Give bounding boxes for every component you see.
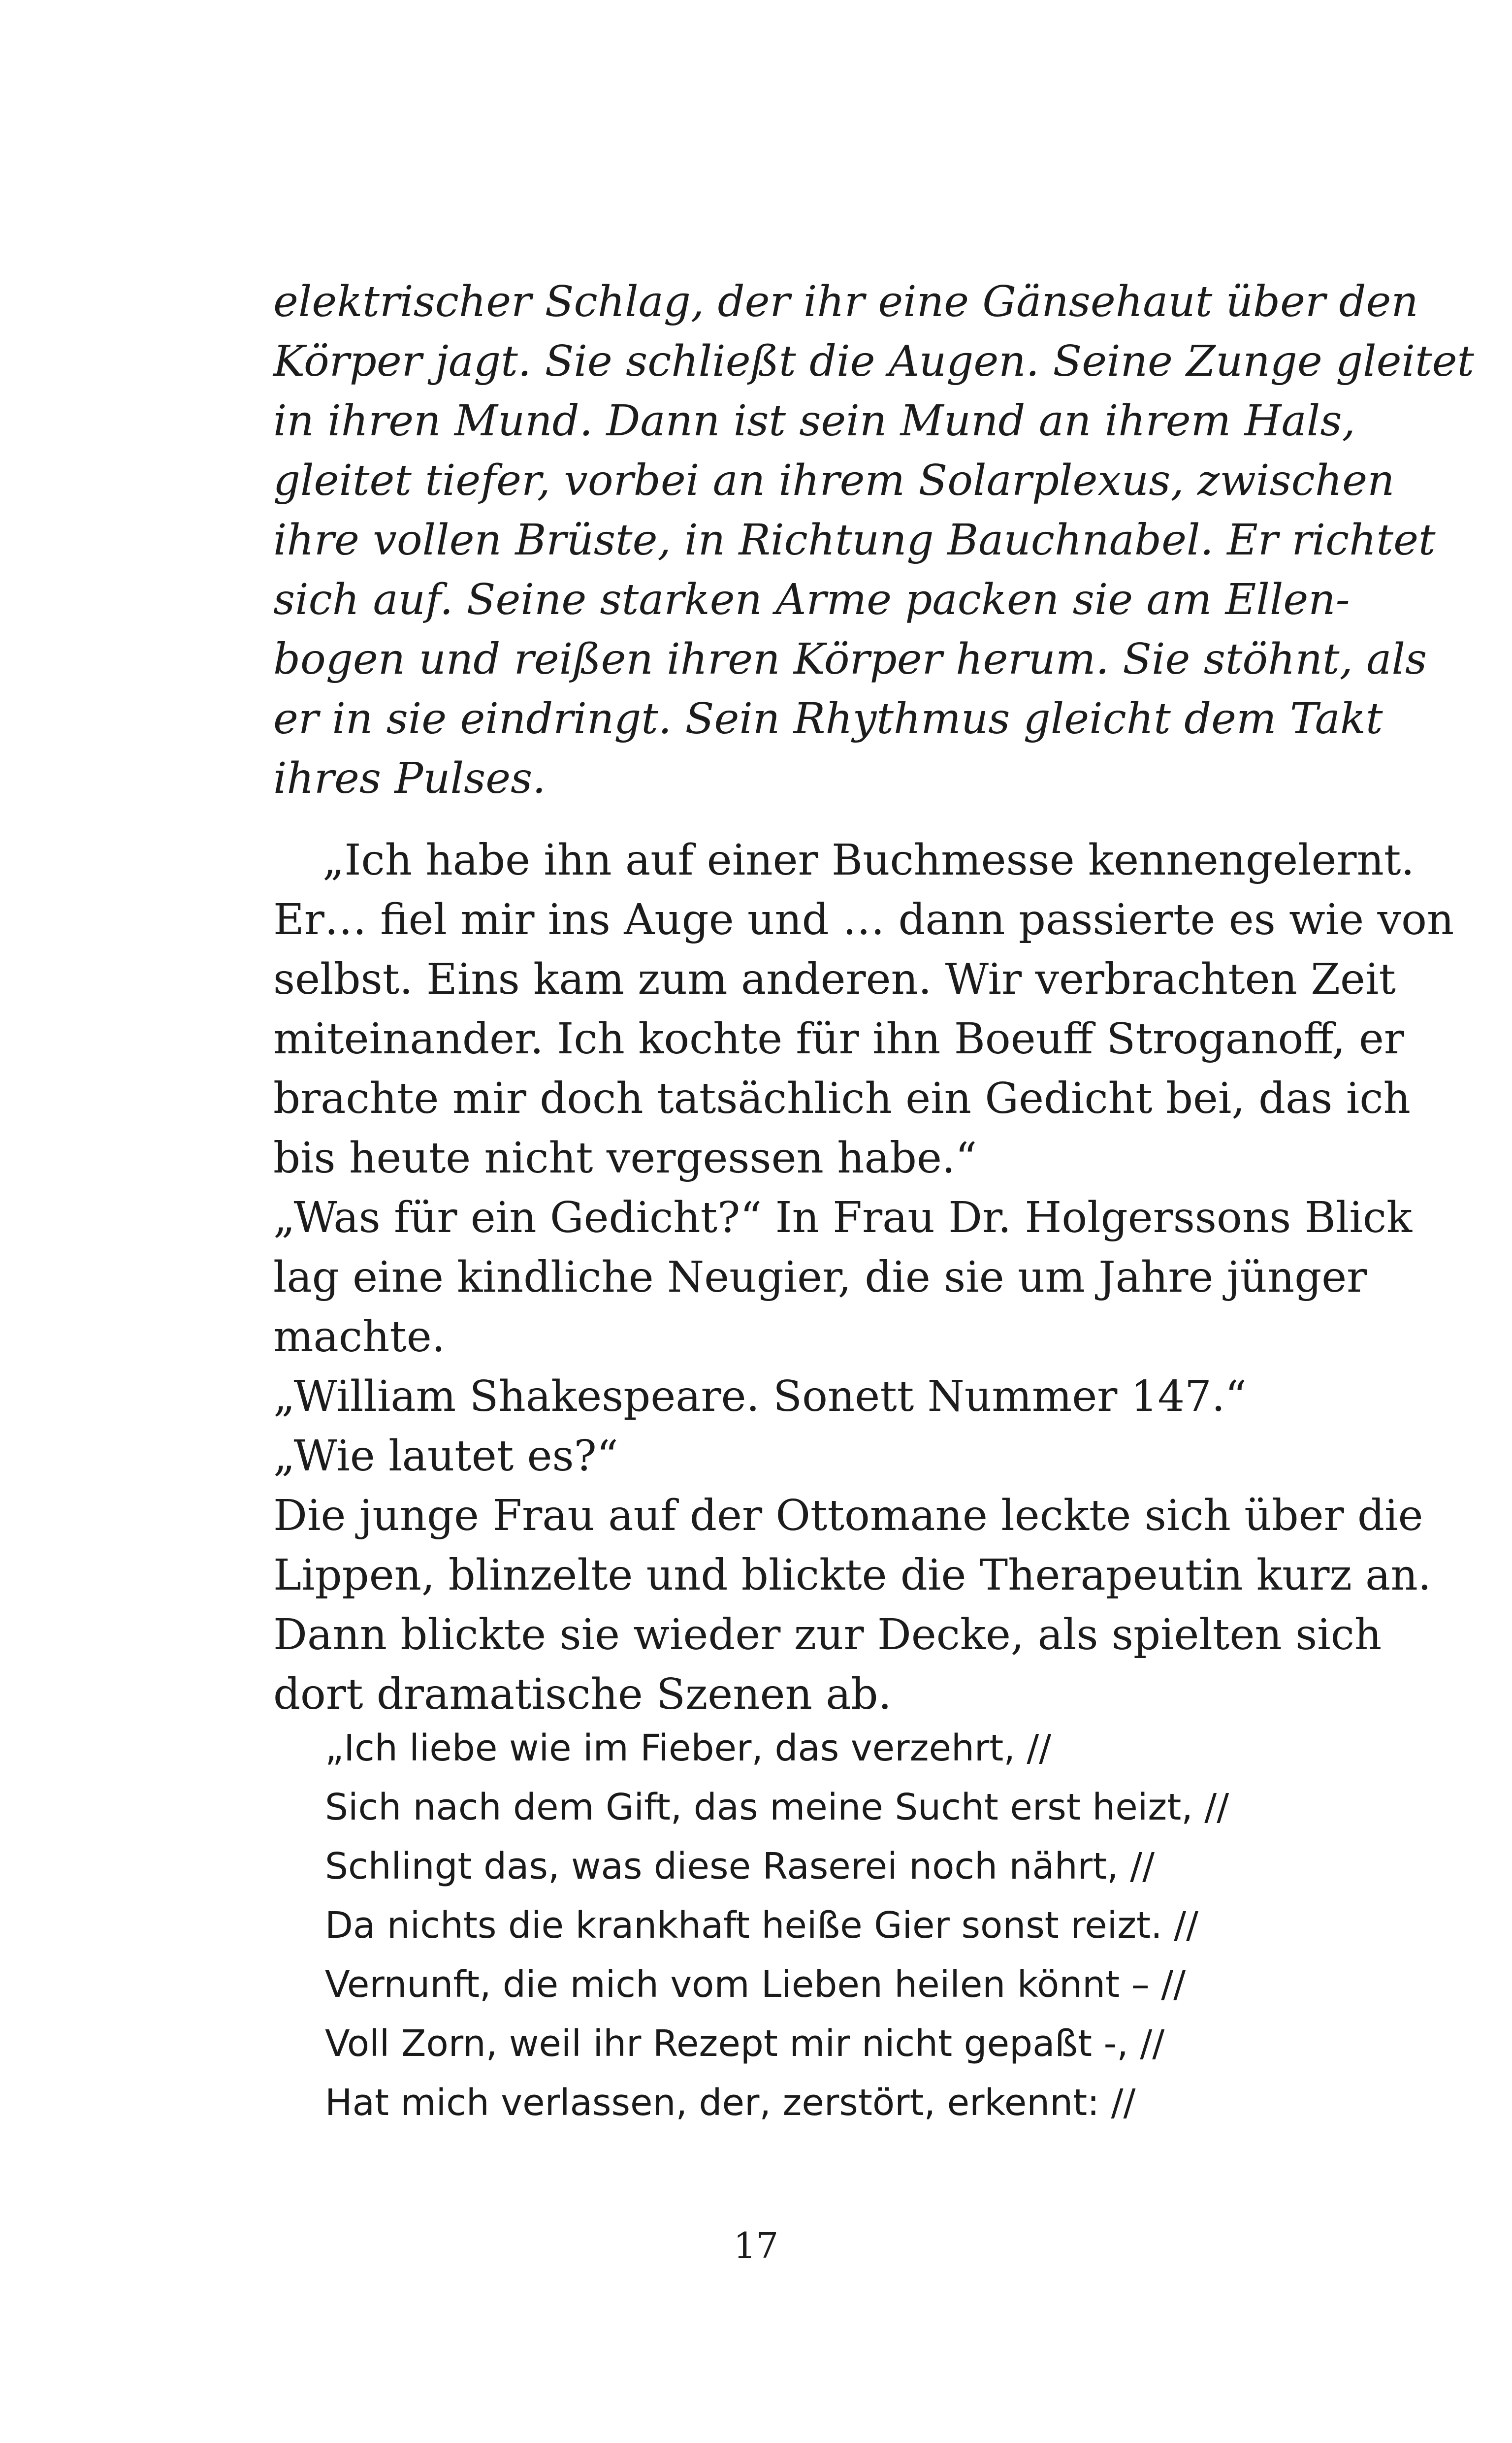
text-line: Die junge Frau auf der Ottomane leckte sich über die xyxy=(273,1491,1423,1540)
text-line: lag eine kindliche Neugier, die sie um Jahre jünger xyxy=(273,1253,1367,1302)
text-line: ihre vollen Brüste, in Richtung Bauchnabel. Er richtet xyxy=(273,516,1436,565)
poem-line: Da nichts die krankhaft heiße Gier sonst reizt. // xyxy=(325,1904,1198,1947)
poem-line: Voll Zorn, weil ihr Rezept mir nicht gepaßt -, // xyxy=(325,2022,1165,2065)
text-line: Körper jagt. Sie schließt die Augen. Seine Zunge gleitet xyxy=(273,337,1475,386)
text-line: selbst. Eins kam zum anderen. Wir verbrachten Zeit xyxy=(273,955,1396,1004)
text-line: „Wie lautet es?“ xyxy=(273,1432,618,1481)
sonnet-quote xyxy=(325,1719,1229,2132)
poem-line: Schlingt das, was diese Raserei noch nährt, // xyxy=(325,1845,1155,1888)
text-line: dort dramatische Szenen ab. xyxy=(273,1670,892,1719)
poem-line: Sich nach dem Gift, das meine Sucht erst heizt, // xyxy=(325,1786,1229,1828)
poem-line: Vernunft, die mich vom Lieben heilen könnt – // xyxy=(325,1963,1186,2006)
text-line: er in sie eindringt. Sein Rhythmus gleicht dem Takt xyxy=(273,694,1383,744)
italic-paragraph xyxy=(273,272,1475,809)
text-line: gleitet tiefer, vorbei an ihrem Solarplexus, zwischen xyxy=(273,456,1395,505)
text-line: elektrischer Schlag, der ihr eine Gänsehaut über den xyxy=(273,277,1418,326)
text-line: „Ich habe ihn auf einer Buchmesse kennengelernt. xyxy=(322,836,1415,885)
text-line: sich auf. Seine starken Arme packen sie am Ellen- xyxy=(273,575,1350,624)
text-line: in ihren Mund. Dann ist sein Mund an ihrem Hals, xyxy=(273,396,1355,446)
text-line: Lippen, blinzelte und blickte die Therapeutin kurz an. xyxy=(273,1551,1432,1600)
text-line: „Was für ein Gedicht?“ In Frau Dr. Holgerssons Blick xyxy=(273,1193,1413,1242)
text-line: bis heute nicht vergessen habe.“ xyxy=(273,1134,977,1183)
text-line: Er… fiel mir ins Auge und … dann passierte es wie von xyxy=(273,895,1454,945)
text-line: „William Shakespeare. Sonett Nummer 147.“ xyxy=(273,1372,1247,1421)
poem-line: „Ich liebe wie im Fieber, das verzehrt, // xyxy=(325,1727,1052,1769)
dialogue-section xyxy=(273,831,1454,1725)
text-line: miteinander. Ich kochte für ihn Boeuff Stroganoff, er xyxy=(273,1014,1404,1064)
text-line: brachte mir doch tatsächlich ein Gedicht bei, das ich xyxy=(273,1074,1411,1123)
text-line: Dann blickte sie wieder zur Decke, als spielten sich xyxy=(273,1610,1382,1660)
text-line: ihres Pulses. xyxy=(273,754,546,803)
text-line: machte. xyxy=(273,1312,446,1362)
poem-line: Hat mich verlassen, der, zerstört, erkennt: // xyxy=(325,2082,1136,2124)
text-line: bogen und reißen ihren Körper herum. Sie stöhnt, als xyxy=(273,635,1427,684)
page-number: 17 xyxy=(733,2225,779,2266)
